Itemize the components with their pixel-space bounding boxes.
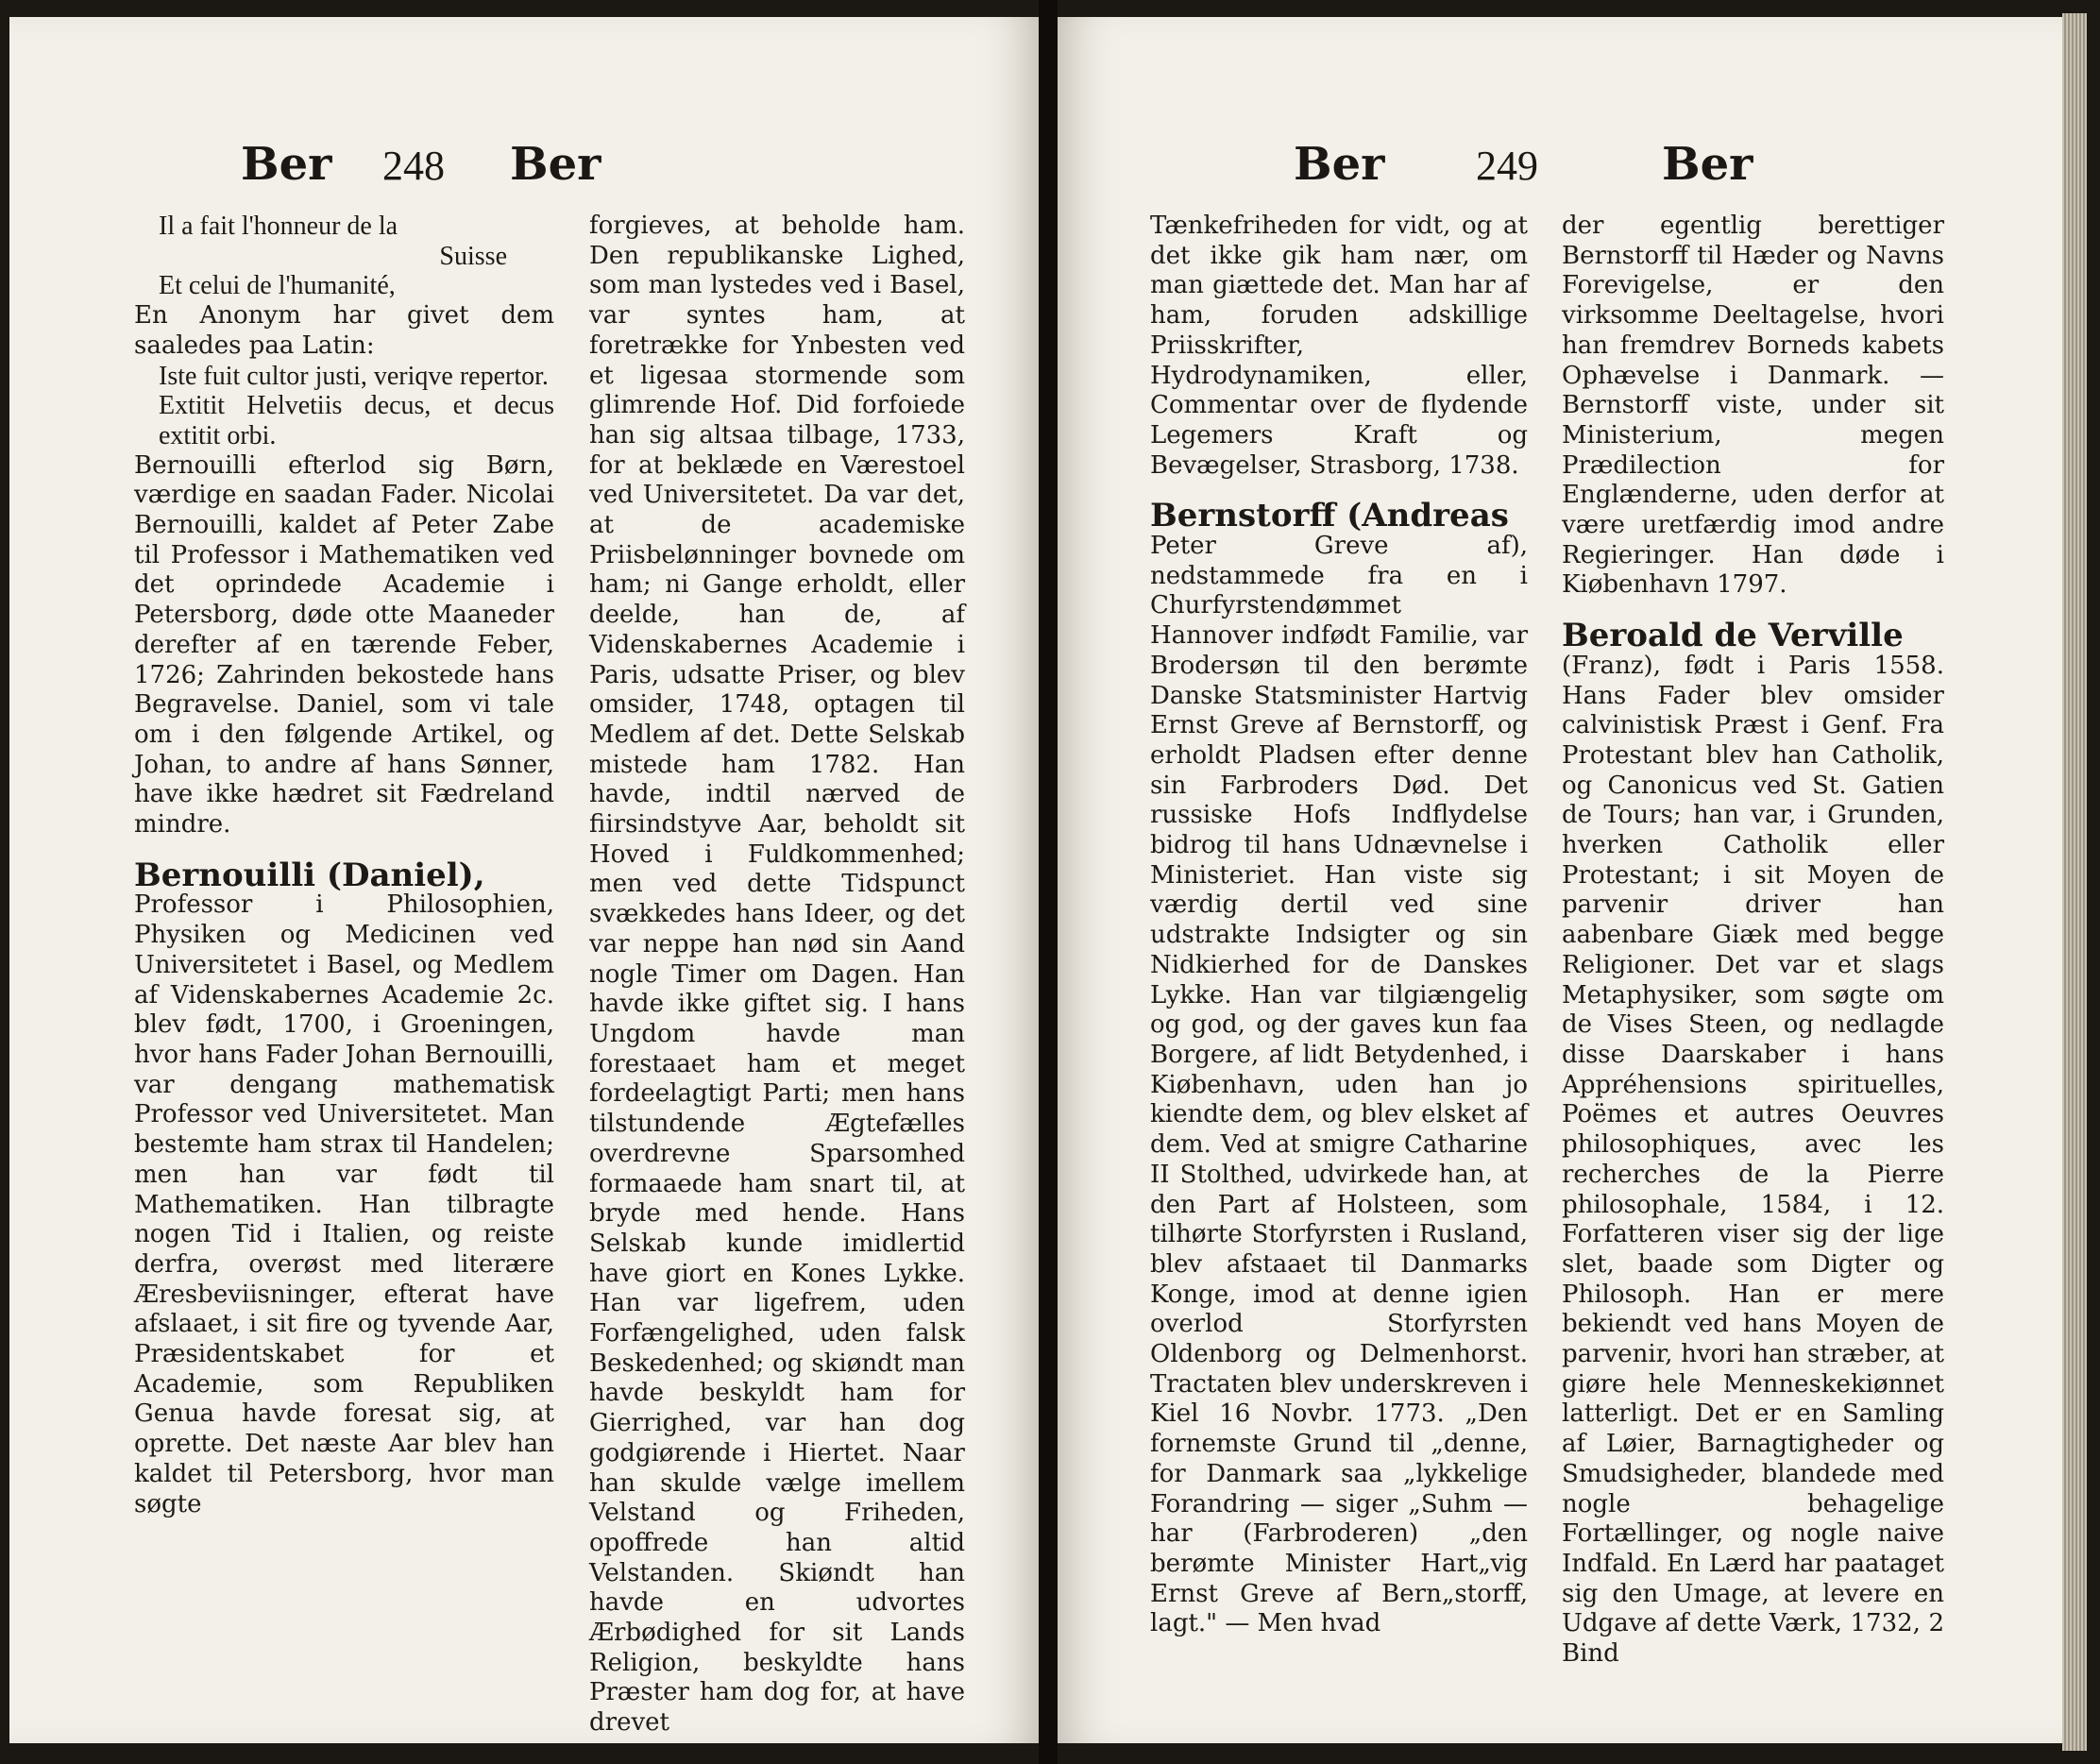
entry-body: Professor i Philosophien, Physiken og Medicinen ved Universitetet i Basel, og Medlem af Videnskabernes Academie 2c. blev født, 1700, i Groeningen, hvor hans Fader Johan Bernouilli, var dengang mathematisk Professor ved Universitetet. Man bestemte ham strax til Handelen; men han var født til Mathematiken. Han tilbragte nogen Tid i Italien, og reiste derfra, overøst med literære Æresbeviisninger, efterat have afslaaet, i sit fire og tyvende Aar, Præsidentskabet for et Academie, som Republiken Genua havde foresat sig, at oprette. Det næste Aar blev han kaldet til Petersborg, hvor man søgte	[134, 890, 554, 1518]
entry-heading: Beroald de Verville	[1562, 617, 1904, 655]
paragraph: En Anonym har givet dem saaledes paa Latin:	[134, 301, 554, 360]
paragraph: Tænkefriheden for vidt, og at det ikke gik ham nær, om man giættede det. Man har af ham, foruden adskillige Priisskrifter, Hydrodynamiken, eller, Commentar over de flydende Legemers Kraft og Bevægelser, Strasborg, 1738.	[1150, 212, 1528, 480]
page-stack-edge	[2062, 13, 2087, 1751]
header-headword-left: Ber	[241, 138, 332, 191]
entry-body: (Franz), født i Paris 1558. Hans Fader blev omsider calvinistisk Præst i Genf. Fra Protestant blev han Catholik, og Canonicus ved St. Gatien de Tours; han var, i Grunden, hverken Catholik eller Protestant; i sit Moyen de parvenir driver han aabenbare Giæk med begge Religioner. Det var et slags Metaphysiker, som søgte om de Vises Steen, og nedlagde disse Daarskaber i hans Appréhensions spirituelles, Poëmes et autres Oeuvres philosophiques, avec les recherches de la Pierre philosophale, 1584, i 12. Forfatteren viser sig der lige slet, baade som Digter og Philosoph. Han er mere bekiendt ved hans Moyen de parvenir, hvori han stræber, at giøre hele Menneskekiønnet latterligt. Det er en Samling af Løier, Barnagtigheder og Smudsigheder, blandede med nogle behagelige Fortællinger, og nogle naive Indfald. En Lærd har paataget sig den Umage, at levere en Udgave af dette Værk, 1732, 2 Bind	[1562, 651, 1944, 1669]
column-1	[1150, 212, 1528, 1639]
latin-line: Iste fuit cultor justi, veriqve repertor.	[159, 361, 549, 391]
page-248	[9, 17, 1039, 1743]
column-1	[134, 212, 554, 1519]
header-headword-left: Ber	[1294, 138, 1385, 191]
column-2	[589, 212, 965, 1739]
entry-body: Peter Greve af), nedstammede fra en i Churfyrstendømmet Hannover indfødt Familie, var Brodersøn til den berømte Danske Statsminister Hartvig Ernst Greve af Bernstorff, og erholdt Pladsen efter denne sin Farbroders Død. Det russiske Hofs Indflydelse bidrog til hans Udnævnelse i Ministeriet. Han viste sig værdig dertil ved sine udstrakte Indsigter og sin Nidkierhed for de Danskes Lykke. Han var tilgiængelig og god, og der gaves kun faa Borgere, af lidt Betydenhed, i Kiøbenhavn, uden han jo kiendte dem, og blev elsket af dem. Ved at smigre Catharine II Stolthed, udvirkede han, at den Part af Holsteen, som tilhørte Storfyrsten i Rusland, blev afstaaet til Danmarks Konge, imod at denne igien overlod Storfyrsten Oldenborg og Delmenhorst. Tractaten blev underskreven i Kiel 16 Novbr. 1773. „Den fornemste Grund til „denne, for Danmark saa „lykkelige Forandring — siger „Suhm — har (Farbroderen) „den berømte Minister Hart„vig Ernst Greve af Bern„storff, lagt." — Men hvad	[1150, 532, 1528, 1638]
page-number: 248	[382, 143, 445, 189]
verse-line: Il a fait l'honneur de la	[159, 212, 398, 241]
verse-line: Et celui de l'humanité,	[159, 271, 396, 301]
header-headword-right: Ber	[510, 138, 601, 191]
entry-heading: Bernstorff (Andreas	[1150, 497, 1509, 535]
paragraph: forgieves, at beholde ham. Den republikanske Lighed, som man lystedes ved i Basel, var syntes ham, at foretrække for Ynbesten ved et ligesaa stormende som glimrende Hof. Did forfoiede han sig altsaa tilbage, 1733, for at beklæde en Værestoel ved Universitetet. Da var det, at de academiske Priisbelønninger bovnede om ham; ni Gange erholdt, eller deelde, han de, af Videnskabernes Academie i Paris, udsatte Priser, og blev omsider, 1748, optagen til Medlem af det. Dette Selskab mistede ham 1782. Han havde, indtil nærved de fiirsindstyve Aar, beholdt sit Hoved i Fuldkommenhed; men ved dette Tidspunct svækkedes hans Ideer, og det var neppe han nød sin Aand nogle Timer om Dagen. Han havde ikke giftet sig. I hans Ungdom havde man forestaaet ham et meget fordeelagtigt Parti; men hans tilstundende Ægtefælles overdrevne Sparsomhed formaaede ham snart til, at bryde med hende. Hans Selskab kunde imidlertid have giort en Kones Lykke. Han var ligefrem, uden Forfængelighed, uden falsk Beskedenhed; og skiøndt man havde beskyldt ham for Gierrighed, var han dog godgiørende i Hiertet. Naar han skulde vælge imellem Velstand og Friheden, opoffrede han altid Velstanden. Skiøndt han havde en udvortes Ærbødighed for sit Lands Religion, beskyldte hans Præster ham dog for, at have drevet	[589, 212, 965, 1738]
page-249	[1058, 17, 2062, 1743]
page-number: 249	[1476, 143, 1538, 189]
header-headword-right: Ber	[1662, 138, 1753, 191]
book-gutter	[1039, 0, 1058, 1764]
running-header	[9, 138, 1039, 204]
running-header	[1058, 138, 2062, 204]
column-2	[1562, 212, 1944, 1670]
latin-line: Extitit Helvetiis decus, et decus extitit orbi.	[159, 391, 554, 450]
paragraph: der egentlig berettiger Bernstorff til Hæder og Navns Forevigelse, er den virksomme Deeltagelse, hvori han fremdrev Borneds kabets Ophævelse i Danmark. — Bernstorff viste, under sit Ministerium, megen Prædilection for Englænderne, uden derfor at være uretfærdig imod andre Regieringer. Han døde i Kiøbenhavn 1797.	[1562, 212, 1944, 600]
entry-heading: Bernouilli (Daniel),	[134, 856, 485, 894]
paragraph: Bernouilli efterlod sig Børn, værdige en saadan Fader. Nicolai Bernouilli, kaldet af Peter Zabe til Professor i Mathematiken ved det oprindede Academie i Petersborg, døde otte Maaneder derefter af en tærende Feber, 1726; Zahrinden bekostede hans Begravelse. Daniel, som vi tale om i den følgende Artikel, og Johan, to andre af hans Sønner, have ikke hædret sit Fædreland mindre.	[134, 450, 554, 840]
verse-line: Suisse	[439, 241, 507, 271]
